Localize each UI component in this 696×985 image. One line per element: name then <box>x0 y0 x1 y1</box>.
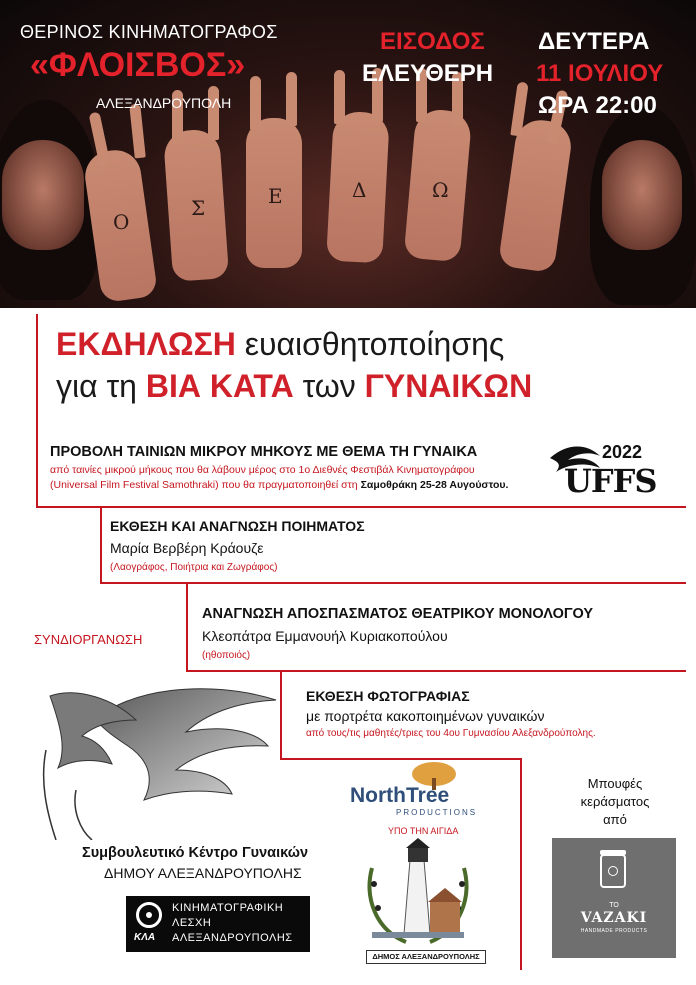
cinema-name: «ΦΛΟΙΣΒΟΣ» <box>30 46 246 84</box>
uffs-year: 2022 <box>602 442 643 462</box>
films-desc-1: από ταινίες μικρού μήκους που θα λάβουν μέρος στο 1ο Διεθνές Φεστιβάλ Κινηματογράφου <box>50 464 475 476</box>
municipality-label: ΔΗΜΟΣ ΑΛΕΞΑΝΔΡΟΥΠΟΛΗΣ <box>372 952 480 961</box>
palm-letter: Ω <box>432 178 449 202</box>
title-word-red: ΒΙΑ ΚΑΤΑ <box>145 368 294 404</box>
divider-line <box>280 758 520 760</box>
palm-letter: Ο <box>113 210 130 234</box>
coorganization-label: ΣΥΝΔΙΟΡΓΑΝΩΣΗ <box>34 632 143 647</box>
header-photo <box>0 0 696 308</box>
vazaki-logo <box>552 838 676 958</box>
buffet-text <box>560 775 670 829</box>
aegis-label: ΥΠΟ ΤΗΝ ΑΙΓΙΔΑ <box>388 826 459 836</box>
buffet-line-2: κεράσματος <box>580 794 650 809</box>
entry-label: ΕΙΣΟΔΟΣ <box>380 28 485 55</box>
film-club-line-2: ΛΕΣΧΗ <box>172 917 212 929</box>
event-day: ΔΕΥΤΕΡΑ <box>538 28 650 55</box>
photo-text: με πορτρέτα κακοποιημένων γυναικών <box>306 708 545 724</box>
monologue-role: (ηθοποιός) <box>202 650 251 661</box>
film-reel-icon <box>136 902 162 928</box>
buffet-line-1: Μπουφές <box>587 776 643 791</box>
winged-woman-illustration <box>36 680 296 840</box>
monologue-title: ΑΝΑΓΝΩΣΗ ΑΠΟΣΠΑΣΜΑΤΟΣ ΘΕΑΤΡΙΚΟΥ ΜΟΝΟΛΟΓΟΥ <box>202 606 594 622</box>
jar-icon <box>600 854 626 888</box>
divider-line <box>186 582 188 670</box>
entry-value: ΕΛΕΥΘΕΡΗ <box>362 60 494 87</box>
cinema-city: ΑΛΕΞΑΝΔΡΟΥΠΟΛΗ <box>96 95 232 111</box>
buffet-line-3: από <box>603 812 627 827</box>
title-word: των <box>302 368 356 404</box>
vazaki-brand: VAZAKI <box>580 910 648 926</box>
north-tree-name <box>350 784 449 808</box>
municipality-banner <box>366 950 486 964</box>
woman-face <box>2 140 84 250</box>
divider-line <box>36 436 38 506</box>
wings-icon <box>36 680 296 840</box>
finger <box>129 104 146 159</box>
women-center-name: Συμβουλευτικό Κέντρο Γυναικών <box>82 845 309 861</box>
divider-line <box>186 670 686 672</box>
divider-line <box>36 314 38 436</box>
event-time: ΩΡΑ 22:00 <box>538 92 657 119</box>
film-club-line-3: ΑΛΕΞΑΝΔΡΟΥΠΟΛΗΣ <box>172 932 293 944</box>
finger <box>250 76 261 130</box>
films-desc-2 <box>50 479 508 491</box>
poem-role: (Λαογράφος, Ποιήτρια και Ζωγράφος) <box>110 562 278 573</box>
divider-line <box>100 506 102 582</box>
poem-name: Μαρία Βερβέρη Κράουζε <box>110 540 264 556</box>
vazaki-small: ΤΟ <box>609 902 619 909</box>
north-tree-sub: PRODUCTIONS <box>396 808 478 817</box>
title-line-2 <box>56 368 532 405</box>
film-club-line-1: ΚΙΝΗΜΑΤΟΓΡΑΦΙΚΗ <box>172 902 284 914</box>
event-date: 11 ΙΟΥΛΙΟΥ <box>536 60 664 87</box>
divider-line <box>520 758 522 970</box>
north-tree-name-b: Tree <box>406 784 450 807</box>
films-title: ΠΡΟΒΟΛΗ ΤΑΙΝΙΩΝ ΜΙΚΡΟΥ ΜΗΚΟΥΣ ΜΕ ΘΕΜΑ ΤΗ ΓΥΝΑΙΚΑ <box>50 444 478 460</box>
uffs-text: UFFS <box>564 462 657 500</box>
divider-line <box>36 506 686 508</box>
title-word: για τη <box>56 368 137 404</box>
title-word-red: ΓΥΝΑΙΚΩΝ <box>364 368 533 404</box>
woman-face <box>602 140 682 250</box>
title-line-1 <box>56 326 504 363</box>
title-word-red: ΕΚΔΗΛΩΣΗ <box>56 326 236 362</box>
palm-letter: Σ <box>191 196 206 220</box>
municipality-emblem <box>362 838 474 948</box>
finger <box>334 70 345 124</box>
palm-letter: Ε <box>268 184 283 208</box>
films-desc-2-text: (Universal Film Festival Samothraki) που θα πραγματοποιηθεί στη <box>50 479 358 491</box>
film-club-mark: ΚΛΑ <box>134 932 156 943</box>
films-desc-2-bold: Σαμοθράκη 25-28 Αυγούστου. <box>360 479 509 491</box>
cinema-label: ΘΕΡΙΝΟΣ ΚΙΝΗΜΑΤΟΓΡΑΦΟΣ <box>20 22 278 42</box>
hand <box>498 117 574 273</box>
photo-title: ΕΚΘΕΣΗ ΦΩΤΟΓΡΑΦΙΑΣ <box>306 688 470 704</box>
title-word: ευαισθητοποίησης <box>244 326 505 362</box>
poem-title: ΕΚΘΕΣΗ ΚΑΙ ΑΝΑΓΝΩΣΗ ΠΟΙΗΜΑΤΟΣ <box>110 518 365 534</box>
north-tree-name-a: North <box>350 784 406 807</box>
women-center-municipality: ΔΗΜΟΥ ΑΛΕΞΑΝΔΡΟΥΠΟΛΗΣ <box>104 865 302 881</box>
lighthouse-icon <box>362 838 474 948</box>
monologue-name: Κλεοπάτρα Εμμανουήλ Κυριακοπούλου <box>202 628 448 644</box>
vazaki-sub: HANDMADE PRODUCTS <box>580 928 648 934</box>
palm-letter: Δ <box>352 178 367 202</box>
film-club-logo <box>126 896 310 952</box>
uffs-logo <box>548 438 658 500</box>
photo-credit: από τους/τις μαθητές/τριες του 4ου Γυμνασίου Αλεξανδρούπολης. <box>306 728 596 739</box>
finger <box>286 72 297 126</box>
